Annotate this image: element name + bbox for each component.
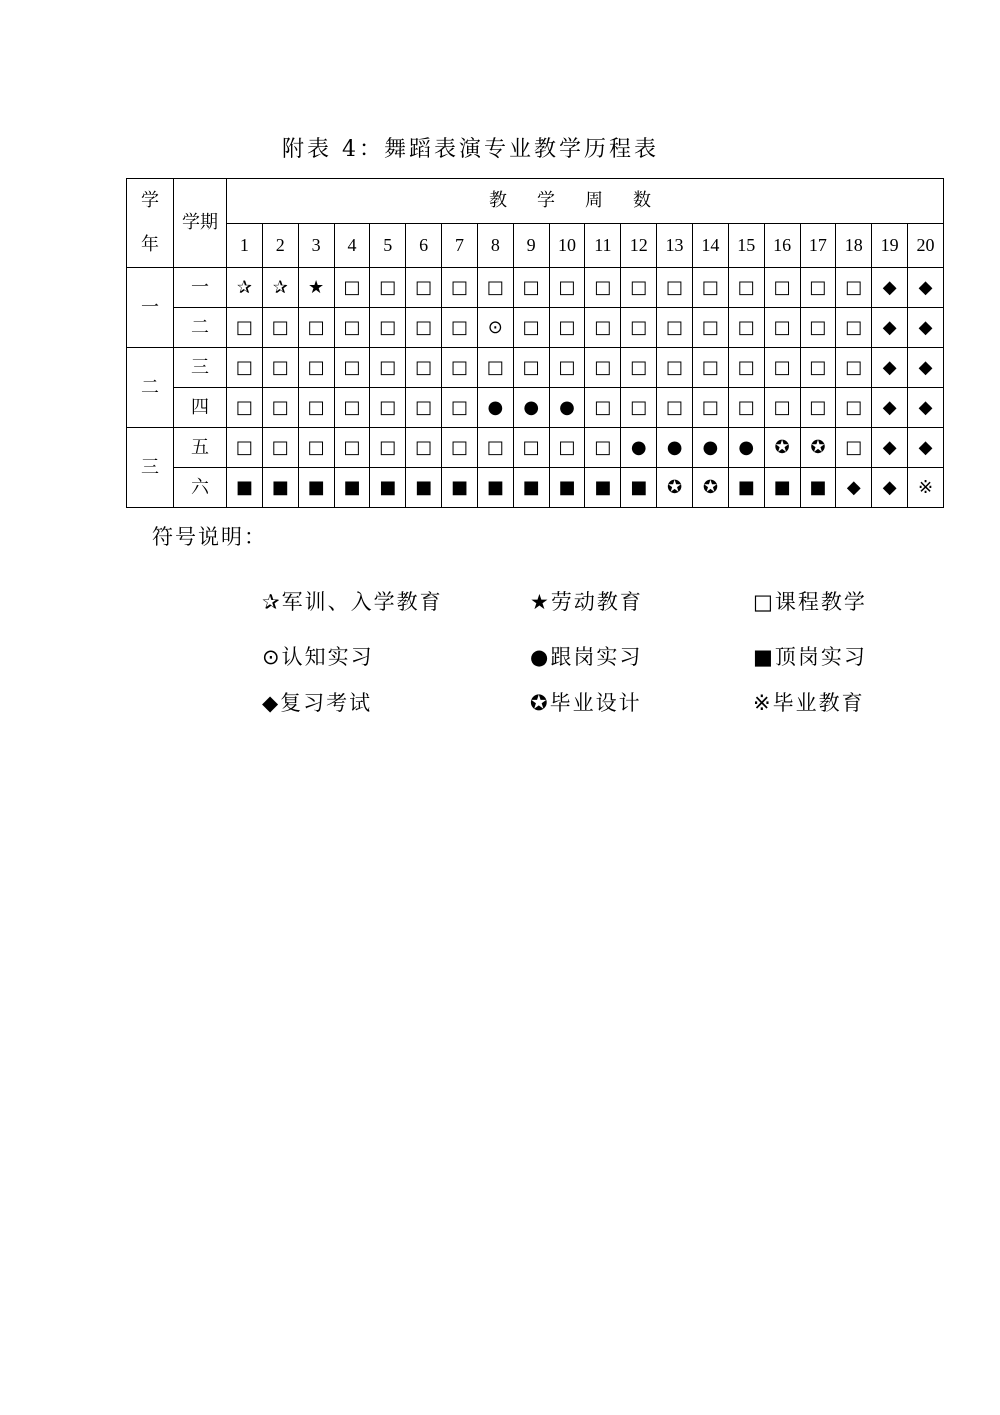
week-cell: ◆ xyxy=(908,308,944,348)
week-number: 3 xyxy=(298,223,334,268)
week-cell: □ xyxy=(621,268,657,308)
week-cell: ● xyxy=(657,428,693,468)
week-cell: □ xyxy=(262,348,298,388)
week-cell: ■ xyxy=(513,468,549,508)
week-cell: ◆ xyxy=(908,388,944,428)
week-cell: □ xyxy=(800,268,836,308)
week-cell: □ xyxy=(657,308,693,348)
week-cell: ◆ xyxy=(908,268,944,308)
week-cell: ■ xyxy=(477,468,513,508)
legend-label: 跟岗实习 xyxy=(550,645,643,669)
legend-item xyxy=(753,586,867,616)
legend-item xyxy=(262,586,443,616)
week-cell: □ xyxy=(513,308,549,348)
week-cell: □ xyxy=(442,268,478,308)
week-number: 18 xyxy=(836,223,872,268)
semester-label: 三 xyxy=(174,348,227,388)
week-number: 5 xyxy=(370,223,406,268)
week-cell: □ xyxy=(764,308,800,348)
week-cell: □ xyxy=(298,348,334,388)
week-cell: □ xyxy=(728,388,764,428)
legend-symbol-icon: ⊙ xyxy=(262,645,280,669)
week-number: 4 xyxy=(334,223,370,268)
week-number: 10 xyxy=(549,223,585,268)
week-number: 15 xyxy=(728,223,764,268)
legend-symbol-icon: ✰ xyxy=(262,590,280,614)
week-cell: ■ xyxy=(262,468,298,508)
week-cell: ✪ xyxy=(692,468,728,508)
week-cell: □ xyxy=(477,428,513,468)
week-cell: ※ xyxy=(908,468,944,508)
legend-symbol-icon: □ xyxy=(753,590,773,614)
week-cell: □ xyxy=(621,308,657,348)
week-number: 17 xyxy=(800,223,836,268)
week-cell: ◆ xyxy=(872,348,908,388)
week-cell: ■ xyxy=(370,468,406,508)
week-number: 20 xyxy=(908,223,944,268)
legend-item xyxy=(753,641,867,671)
week-number: 14 xyxy=(692,223,728,268)
week-cell: □ xyxy=(227,308,263,348)
week-cell: □ xyxy=(406,268,442,308)
week-cell: ■ xyxy=(800,468,836,508)
week-cell: □ xyxy=(836,388,872,428)
week-cell: □ xyxy=(406,428,442,468)
legend-label: 认知实习 xyxy=(281,645,374,669)
week-cell: □ xyxy=(549,348,585,388)
week-cell: ■ xyxy=(298,468,334,508)
week-cell: ✰ xyxy=(262,268,298,308)
week-cell: □ xyxy=(334,348,370,388)
week-cell: □ xyxy=(657,268,693,308)
week-cell: ✪ xyxy=(657,468,693,508)
week-cell: □ xyxy=(227,348,263,388)
week-cell: □ xyxy=(406,308,442,348)
week-cell: ■ xyxy=(227,468,263,508)
week-cell: ◆ xyxy=(872,428,908,468)
week-cell: □ xyxy=(334,308,370,348)
week-cell: □ xyxy=(298,308,334,348)
semester-header: 学期 xyxy=(174,179,227,268)
week-cell: □ xyxy=(585,428,621,468)
week-cell: ◆ xyxy=(872,268,908,308)
week-cell: □ xyxy=(692,268,728,308)
weeks-header: 教学周数 xyxy=(227,179,944,224)
week-cell: □ xyxy=(621,388,657,428)
week-cell: □ xyxy=(334,428,370,468)
week-cell: ● xyxy=(549,388,585,428)
year-header xyxy=(127,179,174,268)
semester-row xyxy=(127,348,944,388)
week-cell: ■ xyxy=(334,468,370,508)
week-cell: □ xyxy=(477,268,513,308)
year-label: 三 xyxy=(127,428,174,508)
week-cell: □ xyxy=(370,428,406,468)
week-cell: □ xyxy=(262,428,298,468)
week-cell: □ xyxy=(692,388,728,428)
week-cell: □ xyxy=(370,308,406,348)
week-cell: □ xyxy=(585,388,621,428)
week-cell: □ xyxy=(800,348,836,388)
legend-label: 顶岗实习 xyxy=(774,645,867,669)
week-cell: □ xyxy=(298,388,334,428)
week-cell: ● xyxy=(513,388,549,428)
week-cell: □ xyxy=(513,268,549,308)
teaching-schedule-table xyxy=(126,178,944,508)
week-cell: ⊙ xyxy=(477,308,513,348)
week-number: 1 xyxy=(227,223,263,268)
week-cell: □ xyxy=(585,308,621,348)
week-number: 2 xyxy=(262,223,298,268)
semester-row xyxy=(127,428,944,468)
week-number: 9 xyxy=(513,223,549,268)
week-number: 8 xyxy=(477,223,513,268)
legend-item xyxy=(530,641,642,671)
page-title: 附表 4：舞蹈表演专业教学历程表 xyxy=(282,137,659,162)
legend-label: 劳动教育 xyxy=(550,590,643,614)
week-cell: ◆ xyxy=(836,468,872,508)
week-cell: □ xyxy=(477,348,513,388)
week-cell: □ xyxy=(728,308,764,348)
legend-item xyxy=(530,687,642,717)
week-cell: □ xyxy=(513,428,549,468)
legend-symbol-icon: ※ xyxy=(753,691,771,715)
legend-symbol-icon: ■ xyxy=(753,645,773,669)
week-cell: □ xyxy=(836,268,872,308)
week-number: 16 xyxy=(764,223,800,268)
week-cell: □ xyxy=(549,268,585,308)
year-header-top: 学 xyxy=(141,190,159,211)
legend-symbol-icon: ✪ xyxy=(530,691,548,715)
week-number: 19 xyxy=(872,223,908,268)
semester-row xyxy=(127,468,944,508)
week-cell: ◆ xyxy=(872,308,908,348)
semester-row xyxy=(127,308,944,348)
week-cell: □ xyxy=(406,388,442,428)
week-cell: ■ xyxy=(764,468,800,508)
week-cell: ● xyxy=(621,428,657,468)
week-cell: □ xyxy=(370,348,406,388)
legend-symbol-icon: ● xyxy=(530,645,549,669)
week-number: 12 xyxy=(621,223,657,268)
week-number: 13 xyxy=(657,223,693,268)
semester-row xyxy=(127,388,944,428)
week-cell: □ xyxy=(728,348,764,388)
week-cell: □ xyxy=(836,308,872,348)
semester-row xyxy=(127,268,944,308)
week-cell: □ xyxy=(621,348,657,388)
week-cell: ■ xyxy=(406,468,442,508)
semester-label: 二 xyxy=(174,308,227,348)
legend-label: 毕业设计 xyxy=(549,691,642,715)
week-cell: □ xyxy=(334,388,370,428)
week-cell: ■ xyxy=(585,468,621,508)
legend-label: 复习考试 xyxy=(280,691,373,715)
week-cell: □ xyxy=(549,428,585,468)
week-cell: □ xyxy=(764,348,800,388)
week-cell: ◆ xyxy=(872,468,908,508)
year-label: 一 xyxy=(127,268,174,348)
week-cell: ◆ xyxy=(872,388,908,428)
week-cell: □ xyxy=(442,428,478,468)
legend-symbol-icon: ◆ xyxy=(262,691,279,715)
week-cell: □ xyxy=(836,348,872,388)
week-cell: □ xyxy=(442,388,478,428)
week-number: 11 xyxy=(585,223,621,268)
week-cell: ■ xyxy=(728,468,764,508)
week-cell: □ xyxy=(657,348,693,388)
week-cell: ✰ xyxy=(227,268,263,308)
week-number-row xyxy=(127,223,944,268)
week-cell: ● xyxy=(728,428,764,468)
week-cell: □ xyxy=(370,388,406,428)
week-cell: □ xyxy=(442,348,478,388)
legend-item xyxy=(262,641,374,671)
week-cell: ✪ xyxy=(800,428,836,468)
legend-item xyxy=(262,687,372,717)
week-cell: □ xyxy=(657,388,693,428)
semester-label: 六 xyxy=(174,468,227,508)
semester-label: 五 xyxy=(174,428,227,468)
week-cell: □ xyxy=(227,388,263,428)
legend-label: 课程教学 xyxy=(774,590,867,614)
week-cell: ● xyxy=(477,388,513,428)
week-cell: ■ xyxy=(549,468,585,508)
week-cell: □ xyxy=(262,308,298,348)
week-cell: □ xyxy=(800,308,836,348)
week-cell: □ xyxy=(764,268,800,308)
week-cell: ✪ xyxy=(764,428,800,468)
legend-symbol-icon: ★ xyxy=(530,590,549,614)
semester-label: 四 xyxy=(174,388,227,428)
week-cell: □ xyxy=(298,428,334,468)
week-cell: □ xyxy=(836,428,872,468)
legend-item xyxy=(753,687,865,717)
week-cell: □ xyxy=(764,388,800,428)
week-cell: ◆ xyxy=(908,428,944,468)
week-cell: □ xyxy=(406,348,442,388)
week-cell: □ xyxy=(692,308,728,348)
week-cell: □ xyxy=(513,348,549,388)
week-cell: ● xyxy=(692,428,728,468)
legend-item xyxy=(530,586,643,616)
week-cell: ■ xyxy=(442,468,478,508)
year-header-bottom: 年 xyxy=(141,234,159,255)
legend-label: 毕业教育 xyxy=(772,691,865,715)
week-cell: ■ xyxy=(621,468,657,508)
week-cell: □ xyxy=(442,308,478,348)
year-label: 二 xyxy=(127,348,174,428)
week-number: 7 xyxy=(442,223,478,268)
week-cell: □ xyxy=(227,428,263,468)
week-cell: □ xyxy=(334,268,370,308)
week-cell: □ xyxy=(370,268,406,308)
legend-label: 军训、入学教育 xyxy=(281,590,443,614)
week-cell: ★ xyxy=(298,268,334,308)
week-cell: □ xyxy=(692,348,728,388)
week-number: 6 xyxy=(406,223,442,268)
week-cell: ◆ xyxy=(908,348,944,388)
semester-label: 一 xyxy=(174,268,227,308)
week-cell: □ xyxy=(262,388,298,428)
header-row-1 xyxy=(127,179,944,224)
week-cell: □ xyxy=(800,388,836,428)
week-cell: □ xyxy=(728,268,764,308)
week-cell: □ xyxy=(585,268,621,308)
week-cell: □ xyxy=(585,348,621,388)
week-cell: □ xyxy=(549,308,585,348)
legend-title: 符号说明： xyxy=(152,525,267,549)
